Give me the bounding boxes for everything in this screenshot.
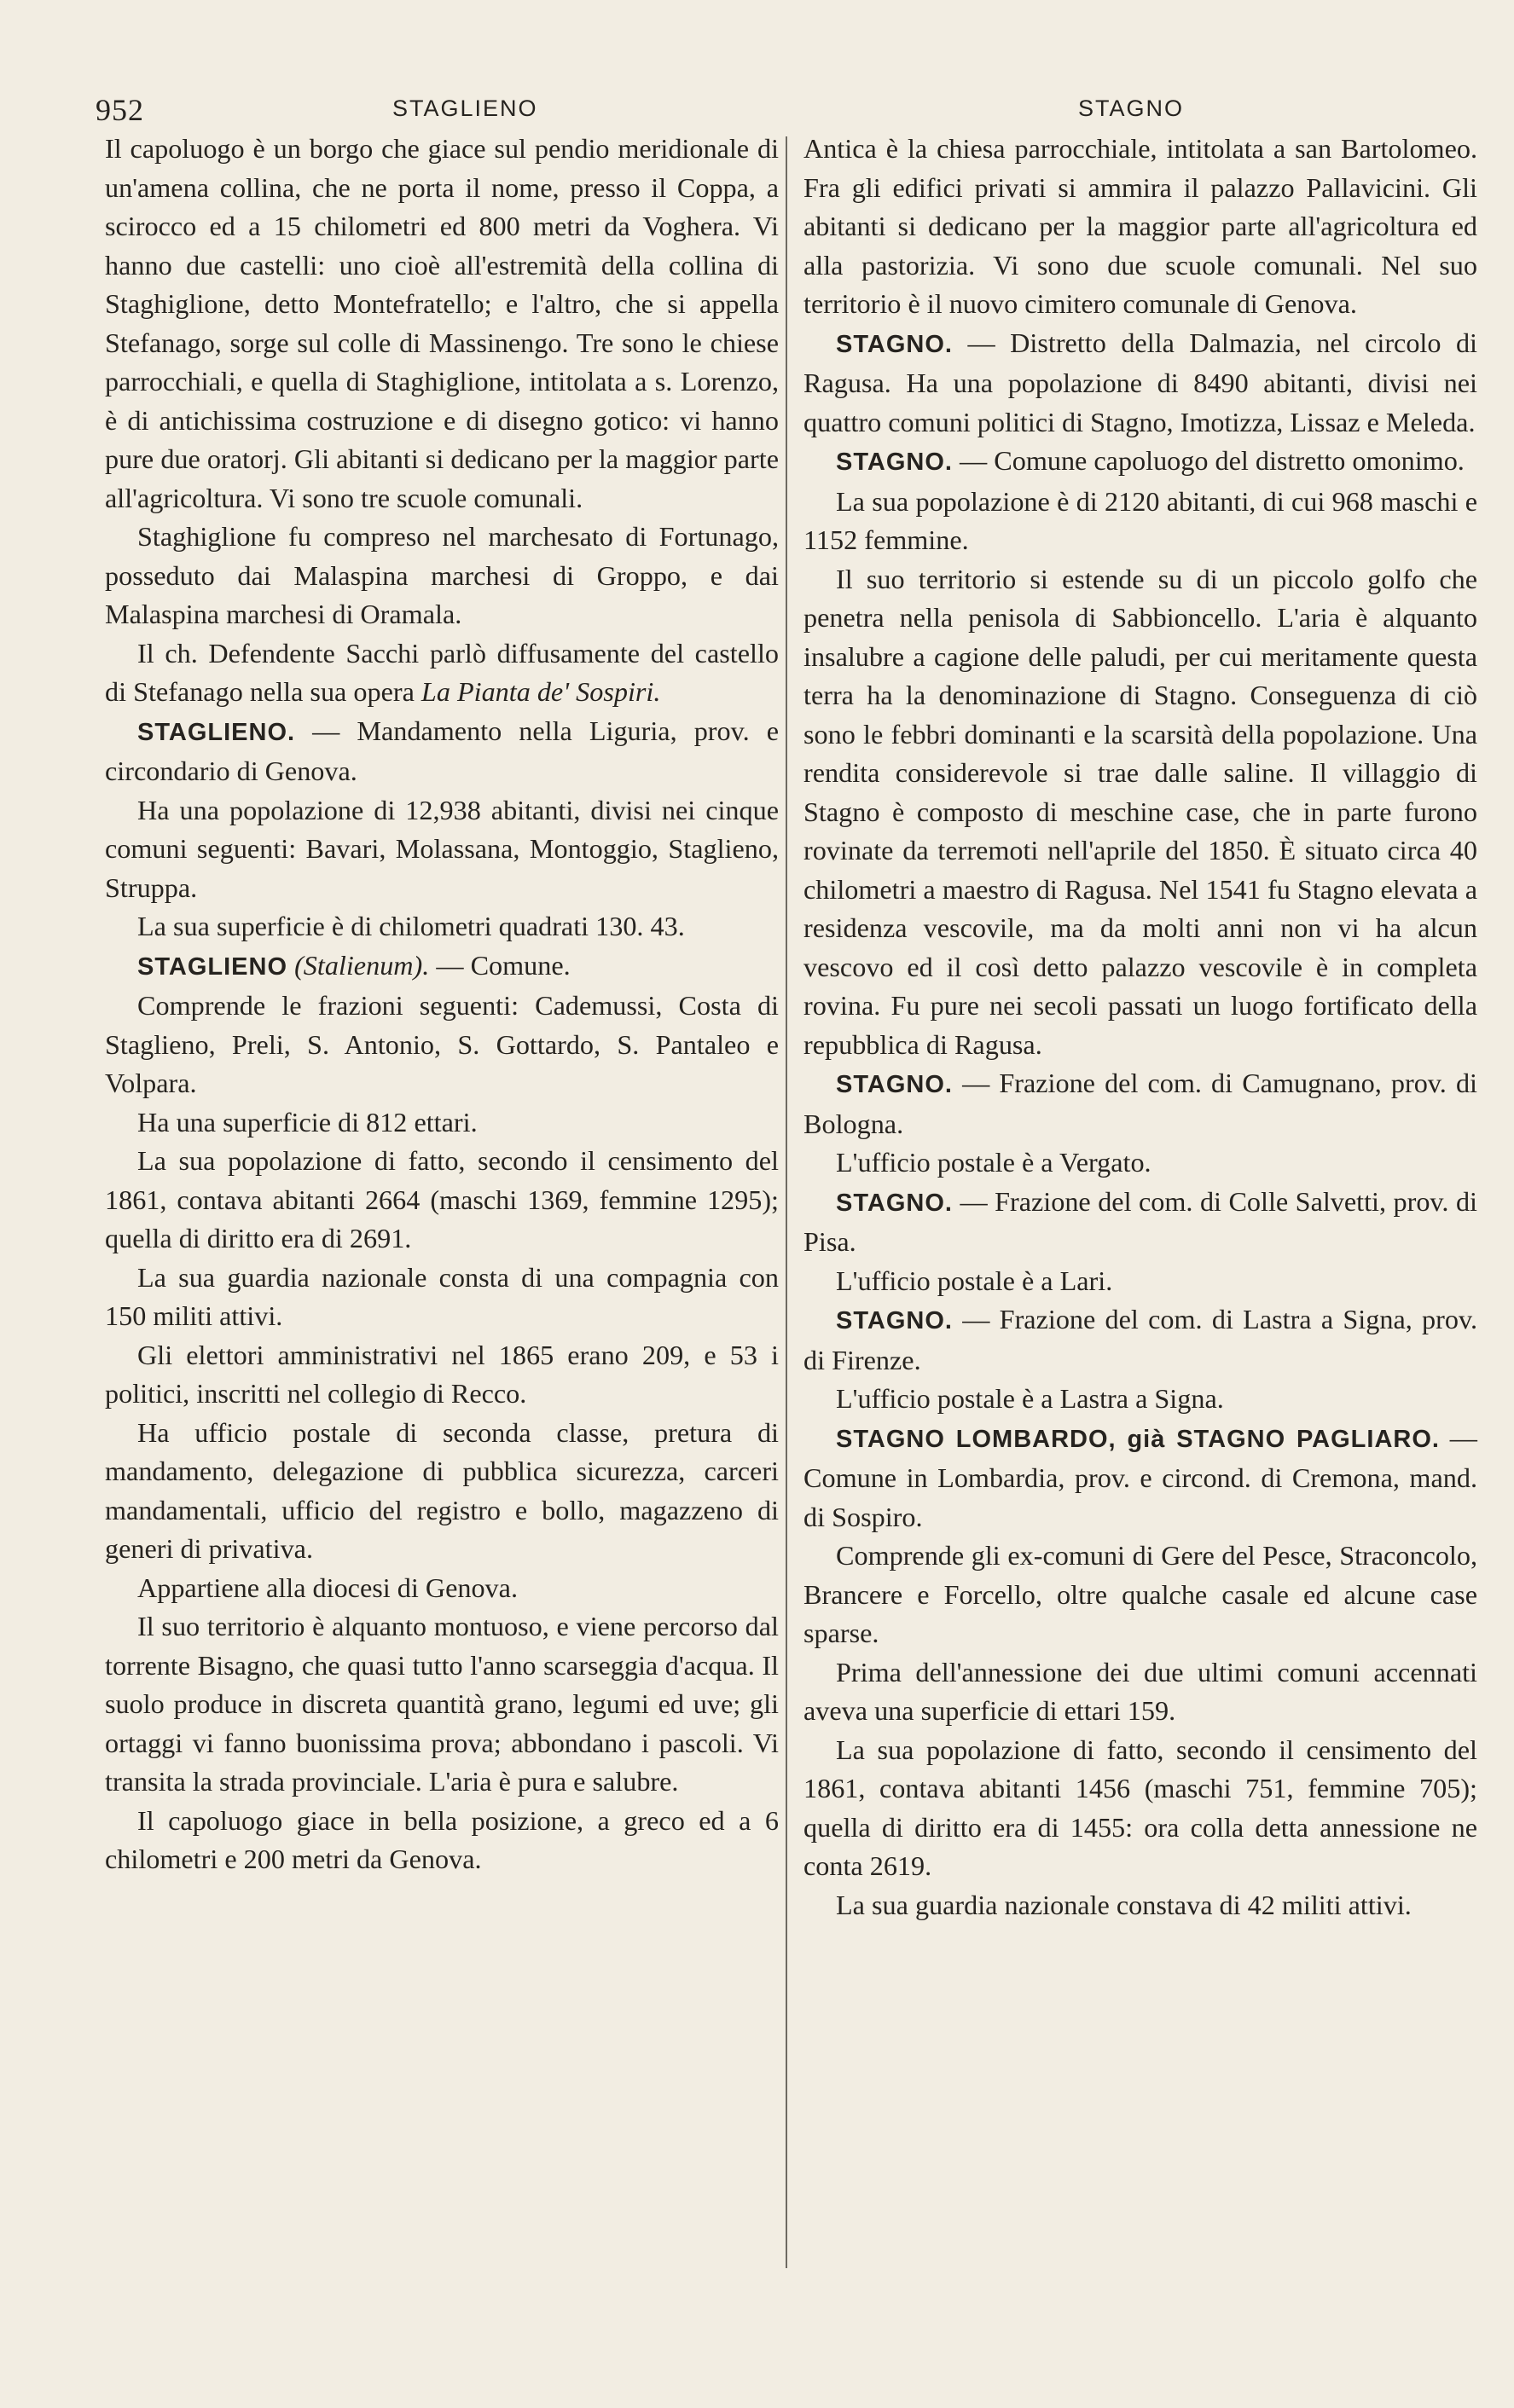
paragraph-text: Appartiene alla diocesi di Genova. xyxy=(137,1572,518,1603)
paragraph-text: La sua popolazione è di 2120 abitanti, di cui 968 maschi e 1152 femmine. xyxy=(803,485,1477,555)
entry xyxy=(803,1064,1477,1143)
paragraph xyxy=(105,791,779,908)
paragraph xyxy=(803,1380,1477,1419)
entry xyxy=(105,712,779,791)
column-divider xyxy=(786,136,787,2268)
entry-headword: STAGNO. xyxy=(836,1307,953,1334)
entry-headword: STAGNO LOMBARDO, già STAGNO PAGLIARO. xyxy=(836,1425,1440,1453)
entry-headword: STAGNO. xyxy=(836,330,953,358)
entry-headword: STAGNO. xyxy=(836,1071,953,1098)
paragraph xyxy=(105,1569,779,1608)
paragraph xyxy=(105,634,779,712)
paragraph-text: Antica è la chiesa parrocchiale, intitolata a san Bartolomeo. Fra gli edifici privati si ammira il palazzo Pallavicini. Gli abitanti si dedicano per la maggior parte all'agricoltura ed alla pastorizia. Vi sono due scuole comunali. Nel suo territorio è il nuovo cimitero comunale di Genova. xyxy=(803,133,1477,319)
entry-text: — Frazione del com. di Camugnano, prov. di Bologna. xyxy=(803,1068,1477,1139)
paragraph xyxy=(105,1607,779,1802)
paragraph-text: Ha una superficie di 812 ettari. xyxy=(137,1106,478,1137)
paragraph-text: Comprende le frazioni seguenti: Cademussi, Costa di Staglieno, Preli, S. Antonio, S. Gottardo, S. Pantaleo e Volpara. xyxy=(105,990,779,1098)
paragraph-text: Il suo territorio si estende su di un piccolo golfo che penetra nella penisola di Sabbioncello. L'aria è alquanto insalubre a cagione delle paludi, per cui meritamente questa terra ha la denominazione di Stagno. Conseguenza di ciò sono le febbri dominanti e la scarsità della popolazione. Una rendita considerevole si trae dalle saline. Il villaggio di Stagno è composto di meschine case, che in parte furono rovinate da terremoti nell'aprile del 1850. È situato circa 40 chilometri a maestro di Ragusa. Nel 1541 fu Stagno elevata a residenza vescovile, ma da molti anni non vi ha alcun vescovo ed il così detto palazzo vescovile è in completa rovina. Fu pure nei secoli passati un luogo fortificato della repubblica di Ragusa. xyxy=(803,563,1477,1060)
paragraph-text: Ha una popolazione di 12,938 abitanti, divisi nei cinque comuni seguenti: Bavari, Molassana, Montoggio, Staglieno, Struppa. xyxy=(105,794,779,903)
paragraph xyxy=(105,1103,779,1143)
page-number: 952 xyxy=(96,93,144,127)
entry-text: — Frazione del com. di Lastra a Signa, prov. di Firenze. xyxy=(803,1304,1477,1375)
paragraph-text: Il capoluogo giace in bella posizione, a greco ed a 6 chilometri e 200 metri da Genova. xyxy=(105,1804,779,1874)
paragraph xyxy=(803,1731,1477,1886)
entry xyxy=(803,1419,1477,1537)
entry-text: — Comune. xyxy=(429,949,571,981)
entry-text: — Comune in Lombardia, prov. e circond. di Cremona, mand. di Sospiro. xyxy=(803,1421,1477,1532)
paragraph xyxy=(803,483,1477,560)
paragraph xyxy=(803,1886,1477,1925)
paragraph xyxy=(803,1143,1477,1183)
entry-headword: STAGNO. xyxy=(836,449,953,476)
entry xyxy=(803,1300,1477,1380)
paragraph-text: L'ufficio postale è a Vergato. xyxy=(836,1147,1151,1178)
paragraph xyxy=(105,1259,779,1336)
entry xyxy=(803,1183,1477,1262)
right-running-title: STAGNO xyxy=(1078,96,1185,121)
latin-name: (Stalienum). xyxy=(287,949,430,981)
paragraph xyxy=(105,518,779,634)
paragraph-text: La sua popolazione di fatto, secondo il censimento del 1861, contava abitanti 1456 (maschi 751, femmine 705); quella di diritto era di 1455: ora colla detta annessione ne conta 2619. xyxy=(803,1734,1477,1881)
paragraph-text: Gli elettori amministrativi nel 1865 erano 209, e 53 i politici, inscritti nel collegio di Recco. xyxy=(105,1339,779,1409)
paragraph xyxy=(803,1653,1477,1731)
paragraph xyxy=(105,1802,779,1879)
left-column xyxy=(105,130,779,1879)
paragraph-text: La sua superficie è di chilometri quadrati 130. 43. xyxy=(137,911,685,941)
entry-text: — Distretto della Dalmazia, nel circolo di Ragusa. Ha una popolazione di 8490 abitanti, divisi nei quattro comuni politici di Stagno, Imotizza, Lissaz e Meleda. xyxy=(803,327,1477,437)
paragraph-text: Il capoluogo è un borgo che giace sul pendio meridionale di un'amena collina, che ne porta il nome, presso il Coppa, a scirocco ed a 15 chilometri ed 800 metri da Voghera. Vi hanno due castelli: uno cioè all'estremità della collina di Staghiglione, detto Montefratello; e l'altro, che si appella Stefanago, sorge sul colle di Massinengo. Tre sono le chiese parrocchiali, e quella di Staghiglione, intitolata a s. Lorenzo, è di antichissima costruzione e di disegno gotico: vi hanno pure due oratorj. Gli abitanti si dedicano per la maggior parte all'agricoltura. Vi sono tre scuole comunali. xyxy=(105,133,779,513)
entry-text: — Comune capoluogo del distretto omonimo. xyxy=(952,445,1465,476)
page-header xyxy=(96,92,1461,126)
entry-headword: STAGLIENO. xyxy=(137,718,296,746)
paragraph-text: La sua guardia nazionale constava di 42 militi attivi. xyxy=(836,1889,1412,1920)
right-column xyxy=(803,130,1477,1925)
paragraph-text: La sua guardia nazionale consta di una compagnia con 150 militi attivi. xyxy=(105,1261,779,1331)
paragraph-text: Ha ufficio postale di seconda classe, pretura di mandamento, delegazione di pubblica sicurezza, carceri mandamentali, ufficio del registro e bollo, magazzeno di generi di privativa. xyxy=(105,1416,779,1564)
paragraph-text: La sua popolazione di fatto, secondo il censimento del 1861, contava abitanti 2664 (maschi 1369, femmine 1295); quella di diritto era di 2691. xyxy=(105,1145,779,1253)
paragraph-text: Comprende gli ex-comuni di Gere del Pesce, Straconcolo, Brancere e Forcello, oltre qualche casale ed alcune case sparse. xyxy=(803,1540,1477,1648)
paragraph xyxy=(105,1336,779,1414)
paragraph xyxy=(803,1537,1477,1653)
paragraph xyxy=(105,987,779,1103)
continued-paragraph xyxy=(105,130,779,518)
paragraph xyxy=(105,907,779,946)
entry-text: — Mandamento nella Liguria, prov. e circondario di Genova. xyxy=(105,715,779,786)
left-running-title: STAGLIENO xyxy=(392,96,538,121)
paragraph xyxy=(105,1142,779,1259)
paragraph xyxy=(803,560,1477,1065)
paragraph-text: L'ufficio postale è a Lari. xyxy=(836,1265,1113,1296)
paragraph-text: L'ufficio postale è a Lastra a Signa. xyxy=(836,1383,1224,1414)
paragraph xyxy=(105,1414,779,1569)
entry-headword: STAGLIENO xyxy=(137,952,288,981)
entry xyxy=(803,442,1477,483)
paragraph xyxy=(803,1262,1477,1301)
paragraph-text: Il ch. Defendente Sacchi parlò diffusamente del castello di Stefanago nella sua opera xyxy=(105,637,779,707)
paragraph-text: Il suo territorio è alquanto montuoso, e viene percorso dal torrente Bisagno, che quasi tutto l'anno scarseggia d'acqua. Il suolo produce in discreta quantità grano, legumi ed uve; gli ortaggi vi fanno buonissima prova; abbondano i pascoli. Vi transita la strada provinciale. L'aria è pura e salubre. xyxy=(105,1611,779,1797)
paragraph-text: Prima dell'annessione dei due ultimi comuni accennati aveva una superficie di ettari 159. xyxy=(803,1656,1477,1726)
entry xyxy=(803,324,1477,443)
entry xyxy=(105,946,779,987)
italic-title: La Pianta de' Sospiri. xyxy=(421,676,661,707)
continued-paragraph xyxy=(803,130,1477,324)
entry-headword: STAGNO. xyxy=(836,1189,953,1217)
paragraph-text: Staghiglione fu compreso nel marchesato di Fortunago, posseduto dai Malaspina marchesi di Groppo, e dai Malaspina marchesi di Oramala. xyxy=(105,521,779,629)
entry-text: — Frazione del com. di Colle Salvetti, prov. di Pisa. xyxy=(803,1185,1477,1257)
